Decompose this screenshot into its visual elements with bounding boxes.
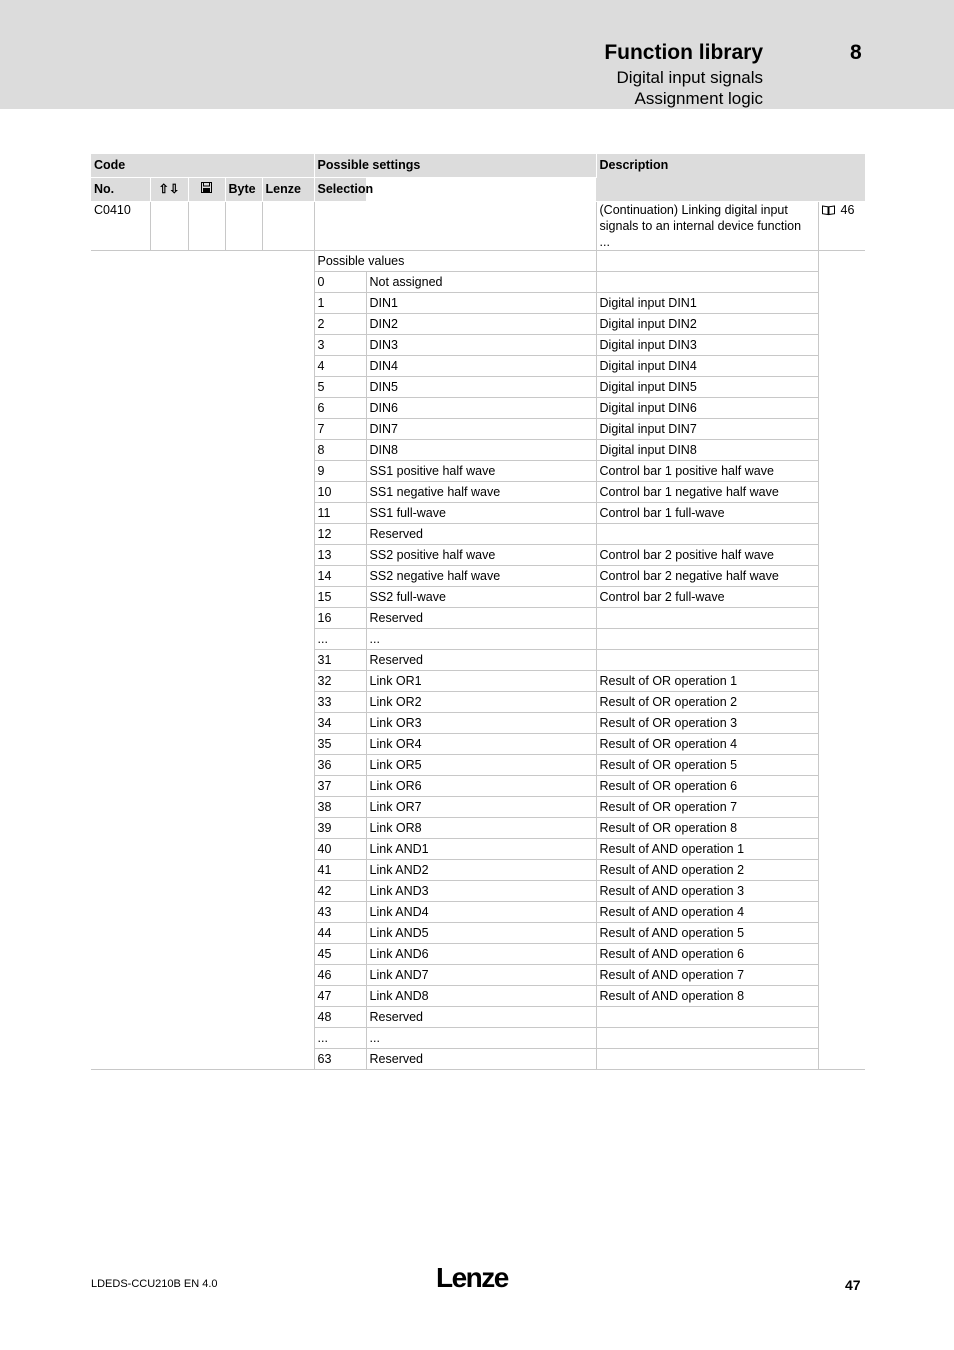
value-label: ... xyxy=(366,1028,596,1049)
table-row xyxy=(91,1028,865,1049)
table-row xyxy=(91,356,865,377)
value-description: Control bar 2 negative half wave xyxy=(596,566,818,587)
table-row xyxy=(91,881,865,902)
table-row xyxy=(91,1007,865,1028)
table-row xyxy=(91,419,865,440)
value-description xyxy=(596,629,818,650)
value-label: Link AND4 xyxy=(366,902,596,923)
table-row xyxy=(91,1049,865,1070)
value-description: Result of OR operation 4 xyxy=(596,734,818,755)
floppy-disk-icon xyxy=(188,178,225,202)
page-number: 47 xyxy=(845,1277,861,1293)
value-label: Link AND7 xyxy=(366,965,596,986)
value-label: Link AND8 xyxy=(366,986,596,1007)
value-number: 14 xyxy=(314,566,366,587)
chapter-number: 8 xyxy=(850,41,862,64)
value-number: 37 xyxy=(314,776,366,797)
value-description xyxy=(596,1007,818,1028)
value-number: 39 xyxy=(314,818,366,839)
header-lenze: Lenze xyxy=(262,178,314,202)
value-label: Link AND1 xyxy=(366,839,596,860)
value-description xyxy=(596,608,818,629)
value-number: 1 xyxy=(314,293,366,314)
table-row xyxy=(91,461,865,482)
value-label: DIN2 xyxy=(366,314,596,335)
table-row xyxy=(91,335,865,356)
value-description: Result of OR operation 2 xyxy=(596,692,818,713)
value-description: Digital input DIN8 xyxy=(596,440,818,461)
table-row xyxy=(91,797,865,818)
page-reference xyxy=(818,202,865,251)
table-row xyxy=(91,965,865,986)
chapter-title: Function library xyxy=(604,41,763,64)
table-row xyxy=(91,566,865,587)
table-row xyxy=(91,377,865,398)
section-subtitle: Digital input signals xyxy=(616,68,763,87)
value-description: Result of OR operation 7 xyxy=(596,797,818,818)
table-row xyxy=(91,650,865,671)
value-description: Control bar 1 negative half wave xyxy=(596,482,818,503)
header-code: Code xyxy=(91,154,314,178)
value-label: DIN3 xyxy=(366,335,596,356)
value-label: Link OR4 xyxy=(366,734,596,755)
table-row xyxy=(91,482,865,503)
value-label: DIN6 xyxy=(366,398,596,419)
value-label: DIN4 xyxy=(366,356,596,377)
value-number: 38 xyxy=(314,797,366,818)
value-description: Result of OR operation 1 xyxy=(596,671,818,692)
header-no: No. xyxy=(91,178,150,202)
value-description: Result of AND operation 2 xyxy=(596,860,818,881)
value-label: Reserved xyxy=(366,524,596,545)
table-row xyxy=(91,902,865,923)
value-description: Digital input DIN2 xyxy=(596,314,818,335)
table-row xyxy=(91,314,865,335)
table-row xyxy=(91,293,865,314)
value-number: 13 xyxy=(314,545,366,566)
code-table xyxy=(91,154,865,1070)
table-row xyxy=(91,755,865,776)
value-label: Link OR5 xyxy=(366,755,596,776)
table-row xyxy=(91,692,865,713)
value-description: Digital input DIN7 xyxy=(596,419,818,440)
value-description xyxy=(596,1049,818,1070)
value-number: 5 xyxy=(314,377,366,398)
value-description: Digital input DIN3 xyxy=(596,335,818,356)
value-description xyxy=(596,1028,818,1049)
value-label: ... xyxy=(366,629,596,650)
value-number: 32 xyxy=(314,671,366,692)
subsection-subtitle: Assignment logic xyxy=(634,89,763,108)
table-row xyxy=(91,608,865,629)
book-icon xyxy=(822,205,835,215)
value-label: Reserved xyxy=(366,1049,596,1070)
value-number: 40 xyxy=(314,839,366,860)
code-number: C0410 xyxy=(91,202,150,251)
value-label: SS1 full-wave xyxy=(366,503,596,524)
table-row xyxy=(91,272,865,293)
value-description: Control bar 2 positive half wave xyxy=(596,545,818,566)
value-label: Link OR3 xyxy=(366,713,596,734)
value-number: 35 xyxy=(314,734,366,755)
value-description xyxy=(596,524,818,545)
value-label: DIN1 xyxy=(366,293,596,314)
value-description: Control bar 1 positive half wave xyxy=(596,461,818,482)
value-description: Digital input DIN1 xyxy=(596,293,818,314)
table-row xyxy=(91,734,865,755)
value-label: Reserved xyxy=(366,1007,596,1028)
table-row xyxy=(91,671,865,692)
value-label: Link AND3 xyxy=(366,881,596,902)
value-description: Result of AND operation 8 xyxy=(596,986,818,1007)
value-number: 33 xyxy=(314,692,366,713)
value-label: SS2 negative half wave xyxy=(366,566,596,587)
value-description: Result of AND operation 5 xyxy=(596,923,818,944)
value-number: 7 xyxy=(314,419,366,440)
table-row xyxy=(91,398,865,419)
lenze-logo: Lenze xyxy=(436,1262,508,1293)
value-label: Link OR2 xyxy=(366,692,596,713)
possible-values-label: Possible values xyxy=(314,251,596,272)
value-label: SS1 positive half wave xyxy=(366,461,596,482)
value-label: SS2 positive half wave xyxy=(366,545,596,566)
value-label: Reserved xyxy=(366,608,596,629)
table-row xyxy=(91,713,865,734)
table-row xyxy=(91,524,865,545)
value-description: Result of AND operation 7 xyxy=(596,965,818,986)
value-number: 63 xyxy=(314,1049,366,1070)
table-row xyxy=(91,923,865,944)
value-number: 12 xyxy=(314,524,366,545)
value-number: 15 xyxy=(314,587,366,608)
value-number: 16 xyxy=(314,608,366,629)
value-number: ... xyxy=(314,629,366,650)
value-label: Reserved xyxy=(366,650,596,671)
table-row xyxy=(91,944,865,965)
header-band xyxy=(0,0,954,109)
value-label: SS2 full-wave xyxy=(366,587,596,608)
table-row xyxy=(91,860,865,881)
value-description xyxy=(596,272,818,293)
value-description: Control bar 1 full-wave xyxy=(596,503,818,524)
value-number: 48 xyxy=(314,1007,366,1028)
value-number: 31 xyxy=(314,650,366,671)
header-description: Description xyxy=(596,154,865,202)
value-number: 9 xyxy=(314,461,366,482)
possible-values-row xyxy=(91,251,865,272)
table-row xyxy=(91,440,865,461)
value-number: 44 xyxy=(314,923,366,944)
value-description: Result of AND operation 1 xyxy=(596,839,818,860)
value-description: Result of AND operation 6 xyxy=(596,944,818,965)
value-label: Link AND2 xyxy=(366,860,596,881)
table-row xyxy=(91,545,865,566)
value-label: SS1 negative half wave xyxy=(366,482,596,503)
value-label: Link OR6 xyxy=(366,776,596,797)
value-label: Not assigned xyxy=(366,272,596,293)
value-number: 45 xyxy=(314,944,366,965)
table-header-row-1 xyxy=(91,154,865,178)
value-label: DIN7 xyxy=(366,419,596,440)
value-label: Link OR7 xyxy=(366,797,596,818)
table-row xyxy=(91,503,865,524)
value-description xyxy=(596,650,818,671)
header-byte: Byte xyxy=(225,178,262,202)
value-number: 47 xyxy=(314,986,366,1007)
header-selection: Selection xyxy=(314,178,366,202)
value-description: Result of OR operation 8 xyxy=(596,818,818,839)
value-number: 0 xyxy=(314,272,366,293)
code-description: (Continuation) Linking digital input signals to an internal device function ... xyxy=(596,202,818,251)
value-number: 34 xyxy=(314,713,366,734)
value-number: 43 xyxy=(314,902,366,923)
value-description: Digital input DIN4 xyxy=(596,356,818,377)
value-number: 42 xyxy=(314,881,366,902)
value-number: 11 xyxy=(314,503,366,524)
value-description: Result of OR operation 6 xyxy=(596,776,818,797)
value-label: DIN8 xyxy=(366,440,596,461)
table-row xyxy=(91,986,865,1007)
value-number: 3 xyxy=(314,335,366,356)
value-label: Link AND6 xyxy=(366,944,596,965)
value-description: Control bar 2 full-wave xyxy=(596,587,818,608)
table-row xyxy=(91,776,865,797)
value-number: 10 xyxy=(314,482,366,503)
table-row xyxy=(91,629,865,650)
value-number: 46 xyxy=(314,965,366,986)
value-label: Link AND5 xyxy=(366,923,596,944)
value-label: DIN5 xyxy=(366,377,596,398)
value-number: ... xyxy=(314,1028,366,1049)
value-number: 8 xyxy=(314,440,366,461)
code-row xyxy=(91,202,865,251)
page-ref-number: 46 xyxy=(840,203,855,217)
value-number: 36 xyxy=(314,755,366,776)
value-description: Result of OR operation 5 xyxy=(596,755,818,776)
value-number: 2 xyxy=(314,314,366,335)
table-row xyxy=(91,587,865,608)
value-description: Digital input DIN5 xyxy=(596,377,818,398)
table-row xyxy=(91,839,865,860)
value-number: 4 xyxy=(314,356,366,377)
value-description: Result of AND operation 4 xyxy=(596,902,818,923)
header-arrows: ⇧⇩ xyxy=(150,178,188,202)
value-description: Result of AND operation 3 xyxy=(596,881,818,902)
document-id: LDEDS-CCU210B EN 4.0 xyxy=(91,1278,218,1290)
value-description: Digital input DIN6 xyxy=(596,398,818,419)
value-label: Link OR8 xyxy=(366,818,596,839)
value-label: Link OR1 xyxy=(366,671,596,692)
header-possible-settings: Possible settings xyxy=(314,154,596,178)
value-number: 6 xyxy=(314,398,366,419)
value-description: Result of OR operation 3 xyxy=(596,713,818,734)
value-number: 41 xyxy=(314,860,366,881)
table-row xyxy=(91,818,865,839)
